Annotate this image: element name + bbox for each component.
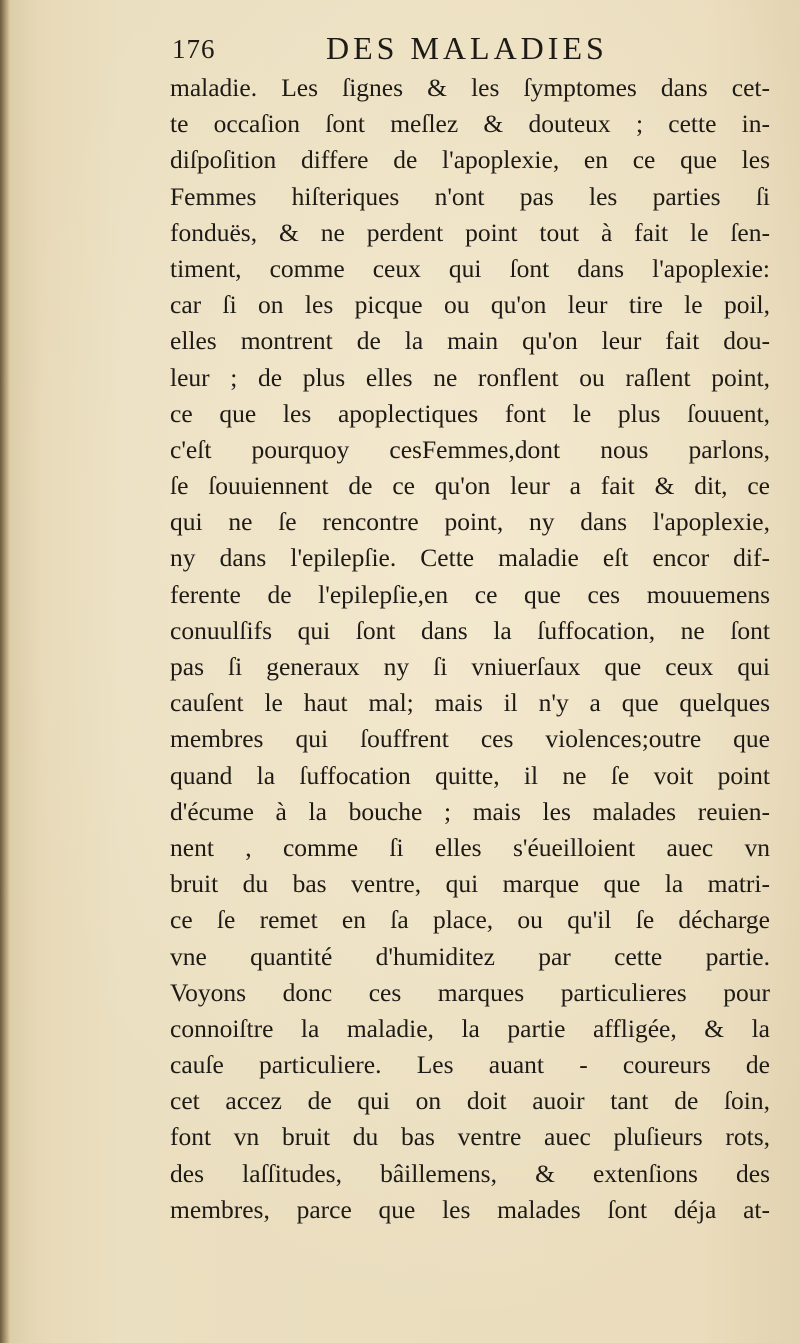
body-text [170, 70, 770, 1228]
page-number: 176 [172, 34, 216, 64]
text-line: leur ; de plus elles ne ronflent ou raſlent point, [170, 362, 770, 392]
text-line: qui ne ſe rencontre point, ny dans l'apoplexie, [170, 507, 770, 537]
text-line: car ſi on les picque ou qu'on leur tire le poil, [170, 290, 770, 320]
text-line: fonduës, & ne perdent point tout à fait le ſen- [170, 217, 770, 247]
text-line: ny dans l'epilepſie. Cette maladie eſt encor dif- [170, 543, 770, 573]
text-line: d'écume à la bouche ; mais les malades reuien- [170, 796, 770, 826]
text-line: cet accez de qui on doit auoir tant de ſoin, [170, 1086, 770, 1116]
text-line: des laſſitudes, bâillemens, & extenſions des [170, 1158, 770, 1188]
text-line: timent, comme ceux qui ſont dans l'apoplexie: [170, 253, 770, 283]
text-line: diſpoſition differe de l'apoplexie, en ce que les [170, 145, 770, 175]
text-line: pas ſi generaux ny ſi vniuerſaux que ceux qui [170, 652, 770, 681]
text-line: quand la ſuffocation quitte, il ne ſe voit point [170, 760, 770, 790]
text-line: connoiſtre la maladie, la partie affligée, & la [170, 1013, 770, 1043]
text-line: font vn bruit du bas ventre auec pluſieurs rots, [170, 1122, 770, 1152]
text-line: bruit du bas ventre, qui marque que la matri- [170, 869, 770, 899]
page-header [172, 30, 772, 70]
text-line: conuulſifs qui ſont dans la ſuffocation, ne ſont [170, 615, 770, 645]
text-line: ſe ſouuiennent de ce qu'on leur a fait & dit, ce [170, 471, 770, 501]
text-line: elles montrent de la main qu'on leur fait dou- [170, 326, 770, 356]
text-line: membres qui ſouffrent ces violences;outre que [170, 724, 770, 754]
text-line: cauſe particuliere. Les auant - coureurs de [170, 1050, 770, 1080]
text-line: maladie. Les ſignes & les ſymptomes dans cet- [170, 73, 770, 102]
text-line: ce que les apoplectiques font le plus ſouuent, [170, 398, 770, 428]
text-line: nent , comme ſi elles s'éueilloient auec vn [170, 832, 770, 862]
text-line: membres, parce que les malades ſont déja at- [170, 1194, 770, 1224]
text-line: Voyons donc ces marques particulieres pour [170, 977, 770, 1007]
text-line: vne quantité d'humiditez par cette partie. [170, 941, 770, 971]
text-line: cauſent le haut mal; mais il n'y a que quelques [170, 688, 770, 718]
text-line: ferente de l'epilepſie,en ce que ces mouuemens [170, 579, 770, 609]
running-title: DES MALADIES [326, 30, 608, 66]
text-line: c'eſt pourquoy cesFemmes,dont nous parlons, [170, 434, 770, 464]
text-line: te occaſion ſont meſlez & douteux ; cette in- [170, 109, 770, 139]
text-line: ce ſe remet en ſa place, ou qu'il ſe décharge [170, 905, 770, 935]
binding-gutter [0, 0, 10, 1343]
text-line: Femmes hiſteriques n'ont pas les parties ſi [170, 181, 770, 211]
